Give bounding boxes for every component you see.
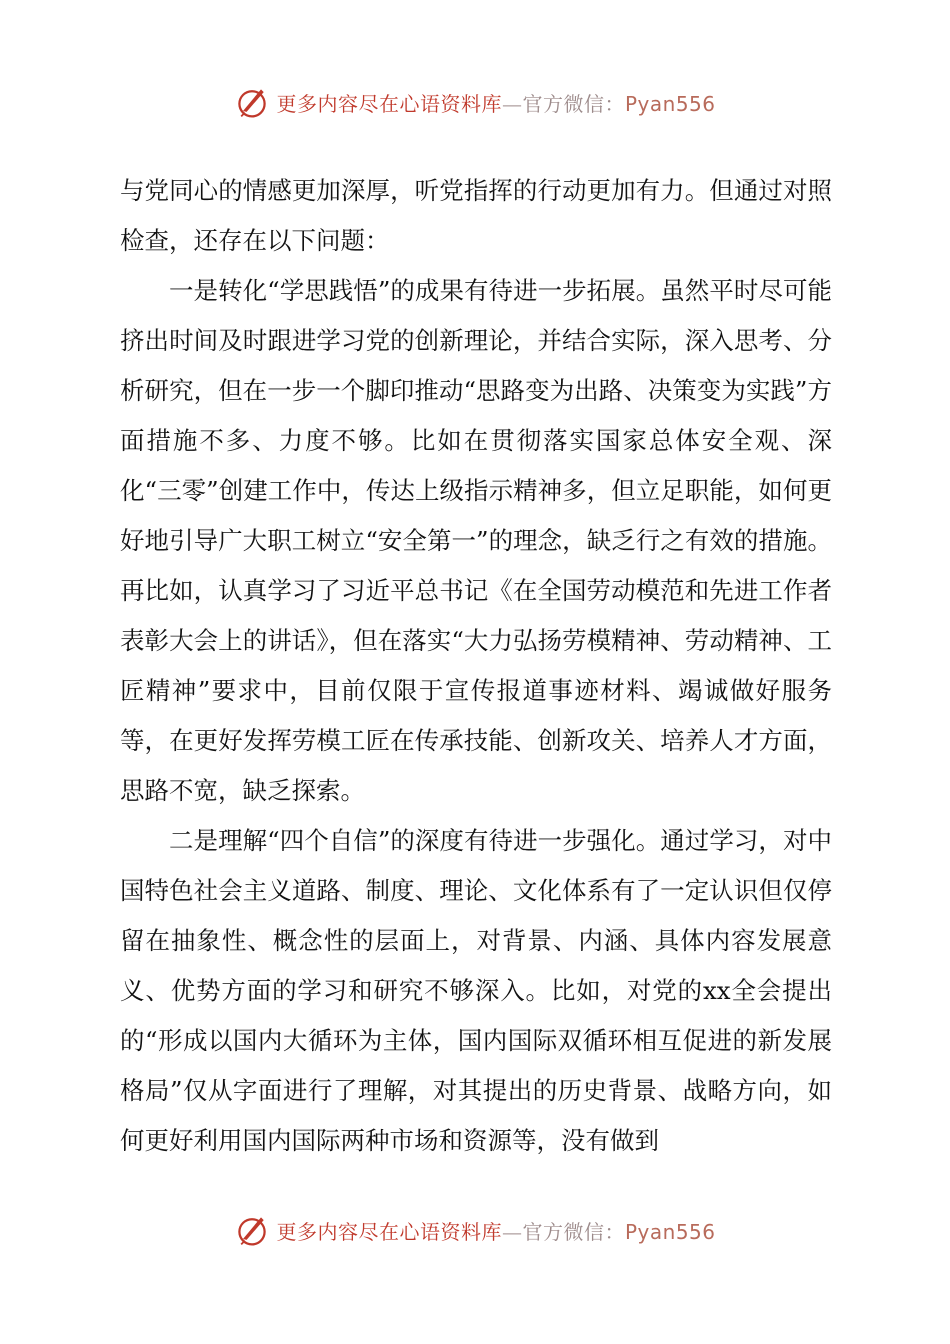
watermark-dash: — xyxy=(501,1219,523,1244)
watermark-header xyxy=(0,80,950,124)
watermark-dash: — xyxy=(501,91,523,116)
watermark-text xyxy=(276,1216,715,1245)
quill-logo-icon xyxy=(234,1212,270,1248)
watermark-label: 官方微信： xyxy=(522,1219,625,1244)
quill-logo-icon xyxy=(234,84,270,120)
watermark-text xyxy=(276,88,715,117)
document-body xyxy=(120,166,832,1166)
watermark-account: Pyan556 xyxy=(624,1219,716,1244)
watermark-label: 官方微信： xyxy=(522,91,625,116)
paragraph-point-one: 一是转化“学思践悟”的成果有待进一步拓展。虽然平时尽可能挤出时间及时跟进学习党的创新理论，并结合实际，深入思考、分析研究，但在一步一个脚印推动“思路变为出路、决策变为实践”方面措施不多、力度不够。比如在贯彻落实国家总体安全观、深化“三零”创建工作中，传达上级指示精神多，但立足职能，如何更好地引导广大职工树立“安全第一”的理念，缺乏行之有效的措施。再比如，认真学习了习近平总书记《在全国劳动模范和先进工作者表彰大会上的讲话》，但在落实“大力弘扬劳模精神、劳动精神、工匠精神”要求中，目前仅限于宣传报道事迹材料、竭诚做好服务等，在更好发挥劳模工匠在传承技能、创新攻关、培养人才方面，思路不宽，缺乏探索。 xyxy=(120,276,832,805)
paragraph-point-two: 二是理解“四个自信”的深度有待进一步强化。通过学习，对中国特色社会主义道路、制度、理论、文化体系有了一定认识但仅停留在抽象性、概念性的层面上，对背景、内涵、具体内容发展意义、优势方面的学习和研究不够深入。比如，对党的xx全会提出的“形成以国内大循环为主体，国内国际双循环相互促进的新发展格局”仅从字面进行了理解，对其提出的历史背景、战略方向，如何更好利用国内国际两种市场和资源等，没有做到 xyxy=(120,826,832,1155)
paragraph-continuation: 与党同心的情感更加深厚，听党指挥的行动更加有力。但通过对照检查，还存在以下问题： xyxy=(120,176,832,255)
watermark-site: 更多内容尽在心语资料库 xyxy=(276,91,502,116)
watermark-site: 更多内容尽在心语资料库 xyxy=(276,1219,502,1244)
watermark-account: Pyan556 xyxy=(624,91,716,116)
watermark-footer xyxy=(0,1208,950,1252)
